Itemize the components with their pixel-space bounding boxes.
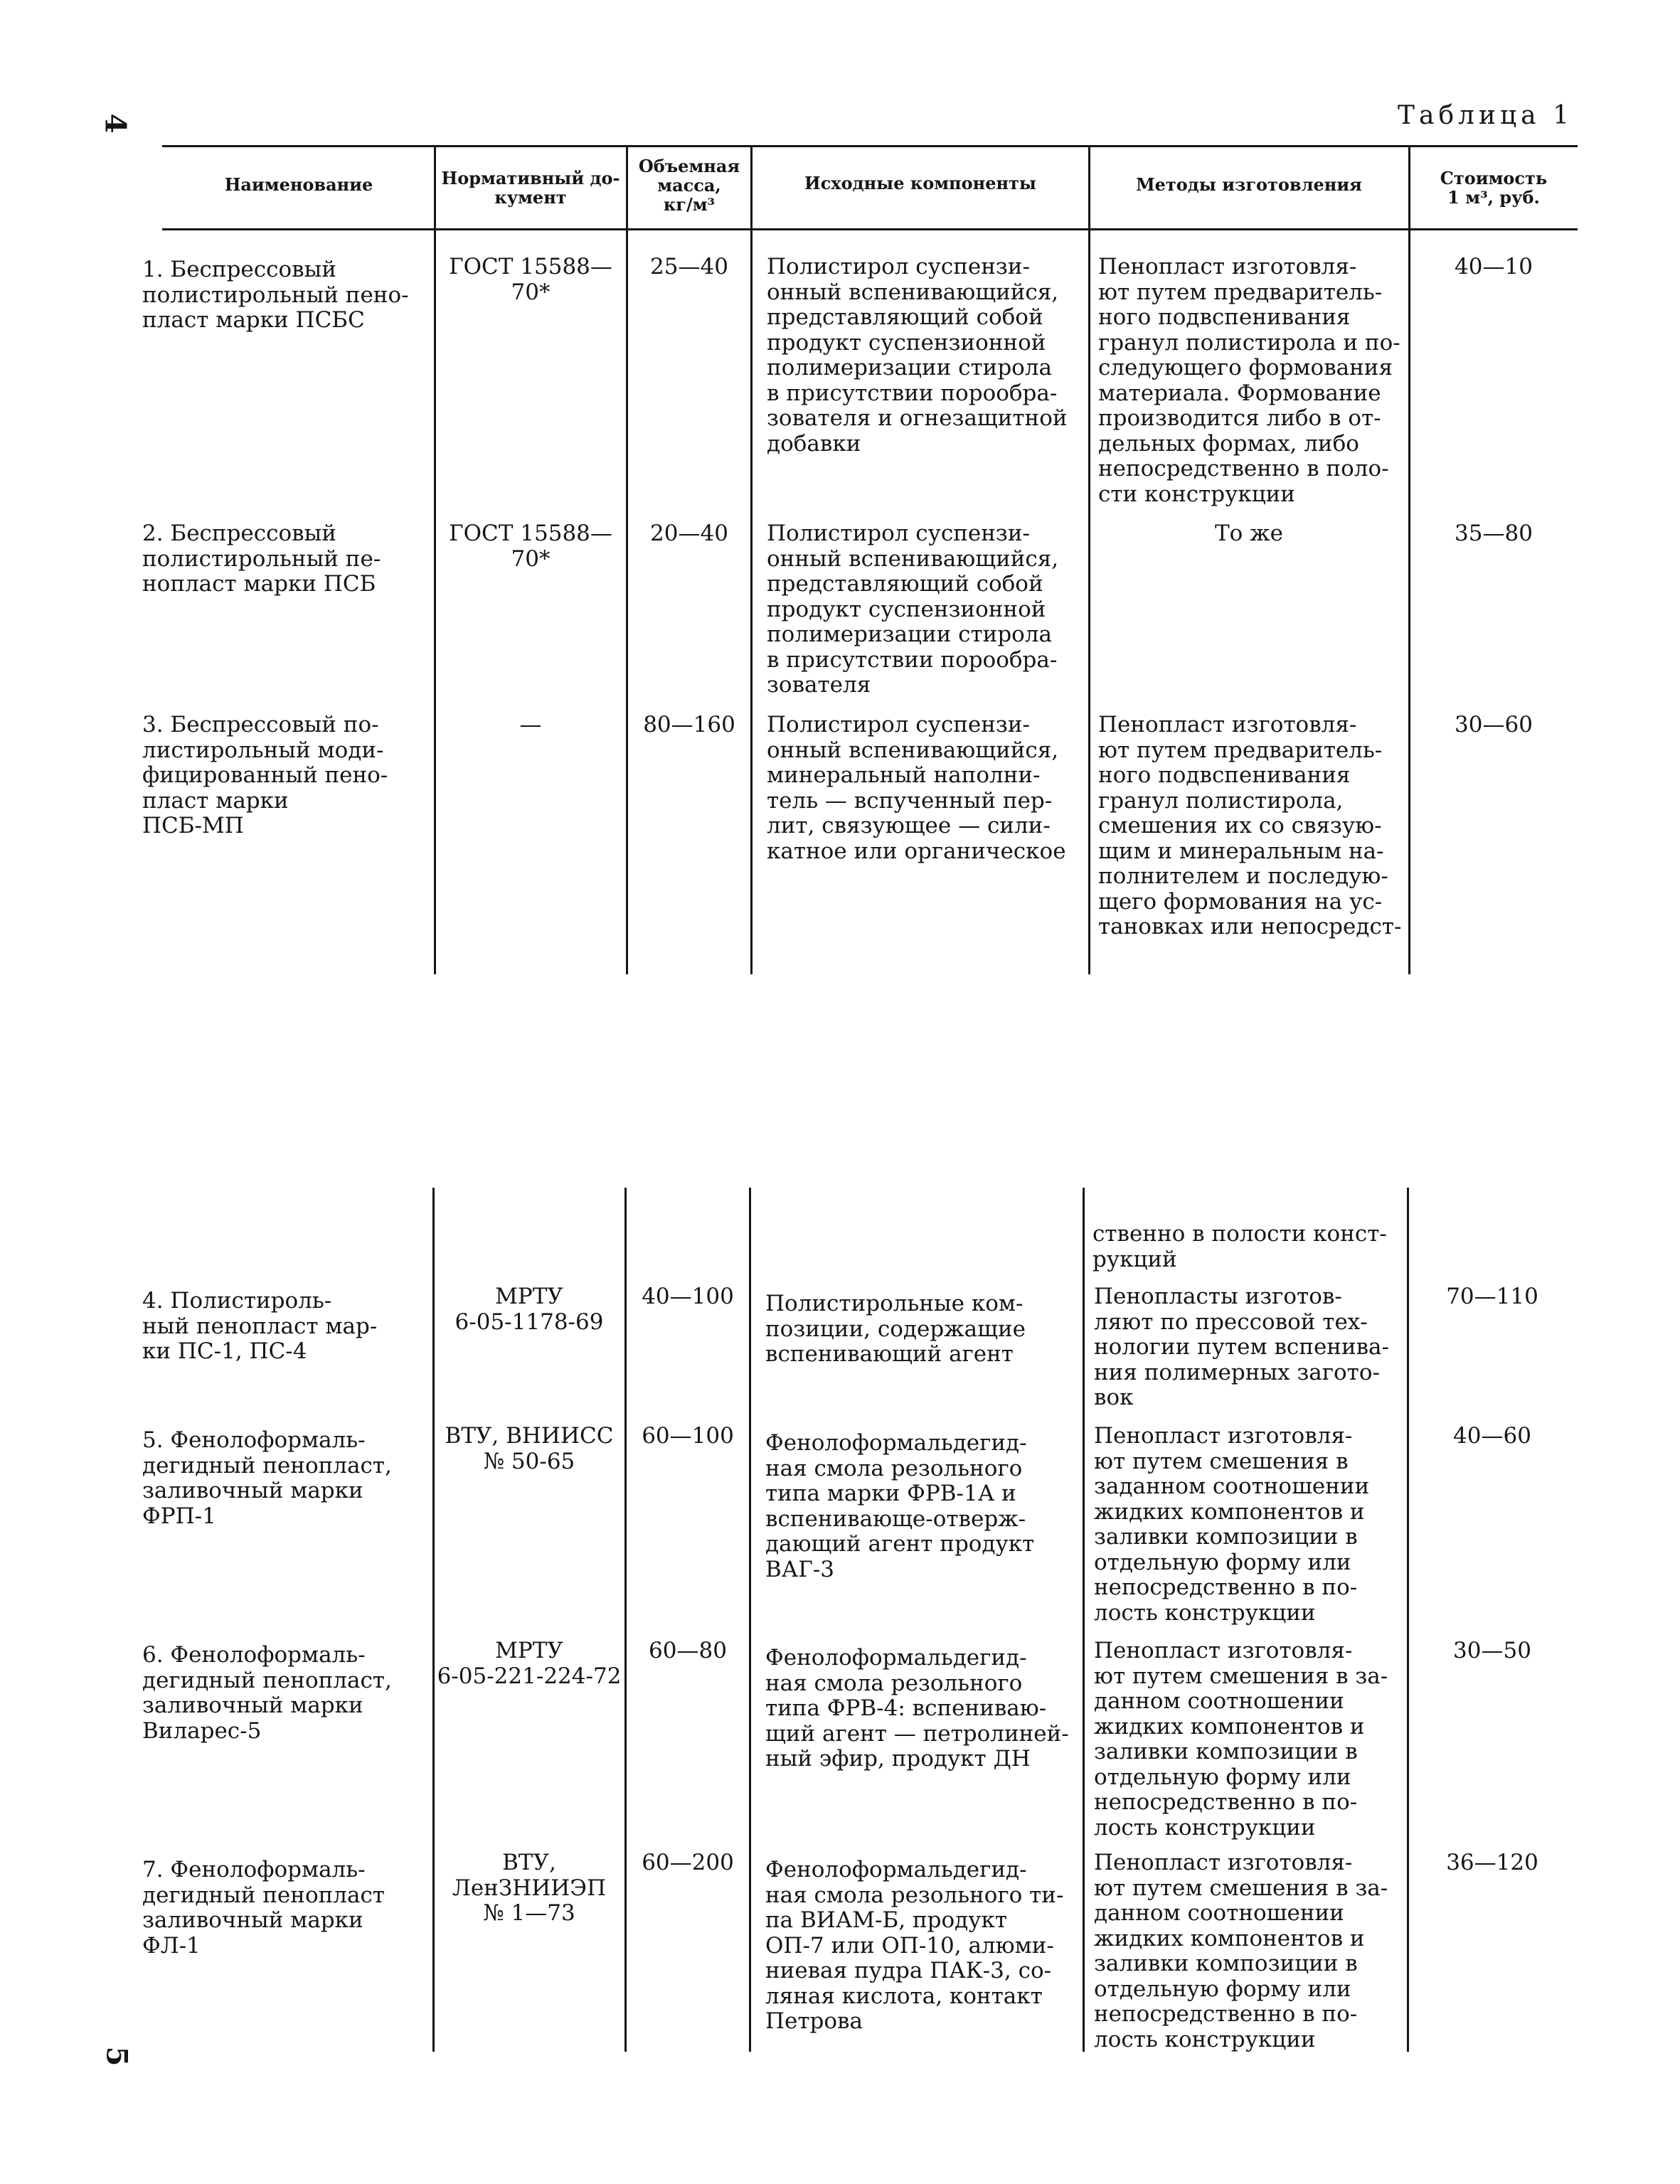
row-5-cost: 40—60 [1453, 1423, 1531, 1449]
row-4-density: 40—100 [642, 1284, 734, 1309]
row-1-density: 25—40 [650, 254, 728, 279]
row-2-cost: 35—80 [1455, 521, 1533, 546]
column-rule [1088, 147, 1090, 974]
column-rule [1083, 1188, 1085, 2052]
column-rule [1408, 147, 1410, 974]
row-3-components: Полистирол суспензи- онный вспенивающийся, минеральный наполни- тель — вспученный пер- лит, связующее — сили- катное или органическое [767, 712, 1066, 864]
row-4-doc: МРТУ 6-05-1178-69 [454, 1284, 604, 1335]
row-6-doc: МРТУ 6-05-221-224-72 [437, 1638, 622, 1689]
row-6-methods: Пенопласт изготовля- ют путем смешения в за- данном соотношении жидких компонентов и заливки композиции в отдельную форму или непосредственно в по- лость конструкции [1094, 1638, 1388, 1841]
bottom-page-number: 5 [100, 2046, 134, 2067]
row-3-density: 80—160 [643, 712, 735, 737]
row-6-name: 6. Фенолоформаль- дегидный пенопласт, заливочный марки Виларес-5 [142, 1642, 392, 1744]
column-rule [1407, 1188, 1409, 2052]
row-7-doc: ВТУ, ЛенЗНИИЭП № 1—73 [452, 1850, 607, 1926]
table-top-rule [162, 145, 1578, 147]
row-7-methods: Пенопласт изготовля- ют путем смешения в за- данном соотношении жидких компонентов и заливки композиции в отдельную форму или непосредственно в по- лость конструкции [1094, 1850, 1388, 2052]
row-2-methods: То же [1214, 521, 1284, 546]
column-rule [434, 147, 436, 974]
header-name: Наименование [224, 174, 373, 195]
row-2-components: Полистирол суспензи- онный вспенивающийся, представляющий собой продукт суспензионной полимеризации стирола в присутствии порообра- зователя [767, 521, 1059, 698]
row-3-doc: — [519, 712, 542, 737]
column-rule [626, 147, 628, 974]
row-6-components: Фенолоформальдегид- ная смола резольного типа ФРВ-4: вспениваю- щий агент — петролиней- ный эфир, продукт ДН [765, 1645, 1069, 1772]
header-cost: Стоимость 1 м³, руб. [1440, 168, 1548, 208]
row-3-cost: 30—60 [1455, 712, 1533, 737]
row-7-components: Фенолоформальдегид- ная смола резольного ти- па ВИАМ-Б, продукт ОП-7 или ОП-10, алюми- ниевая пудра ПАК-3, со- ляная кислота, контакт Петрова [765, 1857, 1064, 2034]
row-4-name: 4. Полистироль- ный пенопласт мар- ки ПС-1, ПС-4 [142, 1288, 378, 1364]
row-4-components: Полистирольные ком- позиции, содержащие вспенивающий агент [765, 1291, 1026, 1367]
column-rule [624, 1188, 627, 2052]
top-page-number: 4 [98, 113, 132, 134]
row-7-cost: 36—120 [1446, 1850, 1538, 1875]
row-5-doc: ВТУ, ВНИИСС № 50-65 [445, 1423, 614, 1474]
column-rule [750, 147, 753, 974]
row-1-methods: Пенопласт изготовля- ют путем предваритель- ного подвспенивания гранул полистирола и по- следующего формования материала. Формование производится либо в от- дельных формах, либо непосредственно в поло- сти конструкции [1098, 254, 1400, 507]
row-4-methods: Пенопласты изготов- ляют по прессовой тех- нологии путем вспенива- ния полимерных загото- вок [1094, 1284, 1390, 1410]
row-2-doc: ГОСТ 15588— 70* [449, 521, 612, 572]
header-bottom-rule [162, 228, 1578, 230]
header-normative-doc: Нормативный до- кумент [441, 168, 620, 208]
row-6-density: 60—80 [649, 1638, 727, 1663]
row-3-name: 3. Беспрессовый по- листирольный моди- фицированный пено- пласт марки ПСБ-МП [142, 712, 388, 838]
row-1-doc: ГОСТ 15588— 70* [449, 254, 612, 305]
row-7-density: 60—200 [642, 1850, 734, 1875]
column-rule [749, 1188, 751, 2052]
row-3-methods-continued: ственно в полости конст- рукций [1092, 1221, 1387, 1272]
table-caption: Таблица 1 [1398, 101, 1573, 130]
row-4-cost: 70—110 [1446, 1284, 1538, 1309]
row-7-name: 7. Фенолоформаль- дегидный пенопласт заливочный марки ФЛ-1 [142, 1857, 385, 1959]
row-2-name: 2. Беспрессовый полистирольный пе- нопласт марки ПСБ [142, 521, 381, 597]
row-5-components: Фенолоформальдегид- ная смола резольного типа марки ФРВ-1А и вспенивающе-отверж- дающий агент продукт ВАГ-3 [765, 1430, 1035, 1582]
row-5-density: 60—100 [642, 1423, 734, 1449]
header-methods: Методы изготовления [1136, 174, 1362, 195]
row-1-cost: 40—10 [1455, 254, 1533, 279]
row-1-name: 1. Беспрессовый полистирольный пено- пласт марки ПСБС [142, 257, 409, 333]
row-6-cost: 30—50 [1453, 1638, 1531, 1663]
row-2-density: 20—40 [650, 521, 728, 546]
row-3-methods: Пенопласт изготовля- ют путем предваритель- ного подвспенивания гранул полистирола, смешения их со связую- щим и минеральным на- полнителем и последую- щего формования на ус- тановках или непосредст- [1098, 712, 1402, 939]
row-5-name: 5. Фенолоформаль- дегидный пенопласт, заливочный марки ФРП-1 [142, 1427, 392, 1529]
row-5-methods: Пенопласт изготовля- ют путем смешения в заданном соотношении жидких компонентов и заливки композиции в отдельную форму или непосредственно в по- лость конструкции [1094, 1423, 1370, 1626]
row-1-components: Полистирол суспензи- онный вспенивающийся, представляющий собой продукт суспензионной полимеризации стирола в присутствии порообра- зователя и огнезащитной добавки [767, 254, 1068, 457]
header-components: Исходные компоненты [804, 173, 1036, 193]
column-rule [432, 1188, 435, 2052]
header-density: Объемная масса, кг/м³ [638, 156, 740, 215]
